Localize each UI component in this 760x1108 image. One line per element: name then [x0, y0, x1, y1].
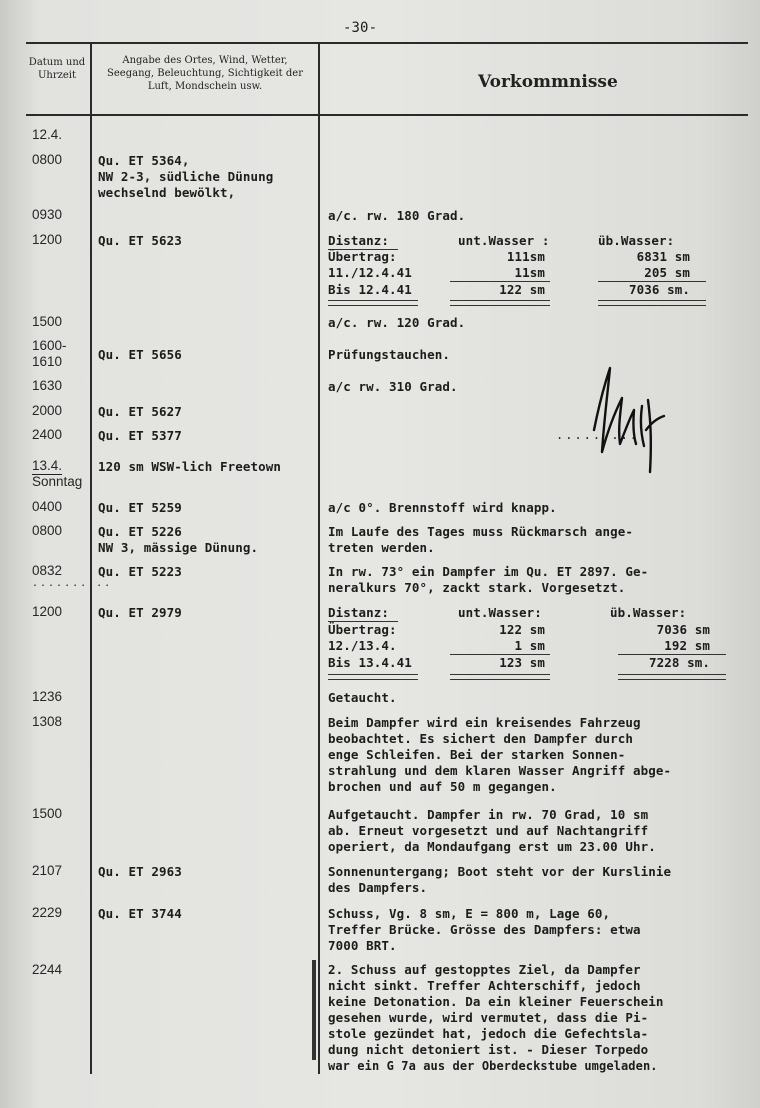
date-13-4-day: Sonntag — [32, 474, 83, 489]
loc-2107: Qu. ET 2963 — [98, 864, 182, 879]
text-2244-4: gesehen wurde, wird vermutet, dass die Pi- — [328, 1010, 649, 1025]
text-2107-2: des Dampfers. — [328, 880, 428, 895]
distanz-2-row2-a: 1 sm — [514, 638, 545, 653]
loc-0400: Qu. ET 5259 — [98, 500, 182, 515]
time-2244: 2244 — [32, 962, 63, 977]
column-divider-2 — [318, 44, 320, 1074]
header-ort: Angabe des Ortes, Wind, Wetter, Seegang, Beleuchtung, Sichtigkeit der Luft, Mondschein usw. — [107, 55, 303, 92]
text-1308-4: strahlung und dem klaren Wasser Angriff abge- — [328, 763, 672, 778]
text-2244-2: nicht sinkt. Treffer Achterschiff, jedoch — [328, 978, 641, 993]
time-1610: 1610 — [32, 354, 63, 369]
distanz-2-total-rule-a — [450, 674, 550, 680]
text-1308-2: beobachtet. Es sichert den Dampfer durch — [328, 731, 634, 746]
time-2000: 2000 — [32, 403, 63, 418]
distanz-1-row1-label: Übertrag: — [328, 249, 397, 264]
distanz-2-row3-a: 123 sm — [499, 655, 545, 670]
text-1236: Getaucht. — [328, 690, 397, 705]
distanz-1-row2-label: 11./12.4.41 — [328, 265, 412, 280]
loc-0800-a-3: wechselnd bewölkt, — [98, 185, 236, 200]
loc-0800-b-2: NW 3, mässige Dünung. — [98, 540, 259, 555]
distanz-1-total-rule-label — [328, 300, 418, 306]
time-2229: 2229 — [32, 905, 63, 920]
distanz-2-label: Distanz: — [328, 605, 390, 620]
text-1500-b-1: Aufgetaucht. Dampfer in rw. 70 Grad, 10 sm — [328, 807, 649, 822]
text-2244-5: stole gezündet hat, jedoch die Gefechtsla- — [328, 1026, 649, 1041]
text-0400: a/c 0°. Brennstoff wird knapp. — [328, 500, 557, 515]
date-12-4: 12.4. — [32, 127, 63, 142]
distanz-2-col-b: üb.Wasser: — [610, 605, 687, 620]
text-0832-2: neralkurs 70°, zackt stark. Vorgesetzt. — [328, 580, 626, 595]
text-2244-1: 2. Schuss auf gestopptes Ziel, da Dampfer — [328, 962, 641, 977]
distanz-2-total-rule-label — [328, 674, 418, 680]
text-0832-1: In rw. 73° ein Dampfer im Qu. ET 2897. Ge- — [328, 564, 649, 579]
time-0800-b: 0800 — [32, 523, 63, 538]
time-0930: 0930 — [32, 207, 63, 222]
text-0800-b-1: Im Laufe des Tages muss Rückmarsch ange- — [328, 524, 634, 539]
time-1236: 1236 — [32, 689, 63, 704]
distanz-1-label: Distanz: — [328, 233, 390, 248]
header-vorkommnisse: Vorkommnisse — [478, 72, 618, 92]
time-0800-a: 0800 — [32, 152, 63, 167]
time-1200-b: 1200 — [32, 604, 63, 619]
text-2107-1: Sonnenuntergang; Boot steht vor der Kurslinie — [328, 864, 672, 879]
time-1308: 1308 — [32, 714, 63, 729]
distanz-1-total-rule-a — [450, 300, 550, 306]
signature-dots: .......... — [556, 428, 649, 442]
distanz-1-col-a: unt.Wasser : — [458, 233, 550, 248]
time-0832: 0832 — [32, 563, 63, 578]
loc-2000: Qu. ET 5627 — [98, 404, 182, 419]
text-1500-b-2: ab. Erneut vorgesetzt und auf Nachtangriff — [328, 823, 649, 838]
time-1600: 1600- — [32, 338, 67, 353]
text-1500-a: a/c. rw. 120 Grad. — [328, 315, 466, 330]
distanz-1-row3-b: 7036 sm. — [628, 282, 690, 297]
text-2244-6: dung nicht detoniert ist. - Dieser Torpedo — [328, 1042, 649, 1057]
time-2400: 2400 — [32, 427, 63, 442]
time-1500-b: 1500 — [32, 806, 63, 821]
distanz-1-row1-b: 6831 sm — [636, 249, 690, 264]
time-0400: 0400 — [32, 499, 63, 514]
distanz-1-total-rule-b — [598, 300, 706, 306]
loc-0800-a-2: NW 2-3, südliche Dünung — [98, 169, 274, 184]
text-0930: a/c. rw. 180 Grad. — [328, 208, 466, 223]
text-1500-b-3: operiert, da Mondaufgang erst um 23.00 Uhr. — [328, 839, 656, 854]
text-2229-3: 7000 BRT. — [328, 938, 397, 953]
distanz-2-row3-b: 7228 sm. — [648, 655, 710, 670]
text-2244-7: war ein G 7a aus der Oberdeckstube umgeladen. — [328, 1059, 658, 1073]
loc-2400: Qu. ET 5377 — [98, 428, 182, 443]
loc-1200-a: Qu. ET 5623 — [98, 233, 182, 248]
loc-1600: Qu. ET 5656 — [98, 347, 182, 362]
top-rule — [26, 42, 748, 44]
distanz-2-row1-a: 122 sm — [499, 622, 545, 637]
loc-0800-b-1: Qu. ET 5226 — [98, 524, 182, 539]
column-divider-1 — [90, 44, 92, 1074]
header-datum: Datum und Uhrzeit — [28, 57, 86, 81]
loc-1200-b: Qu. ET 2979 — [98, 605, 182, 620]
distanz-2-row2-b: 192 sm — [664, 638, 710, 653]
loc-13-4: 120 sm WSW-lich Freetown — [98, 459, 282, 474]
date-13-4: 13.4. — [32, 458, 63, 473]
time-1200-a: 1200 — [32, 232, 63, 247]
handwritten-signature — [586, 360, 676, 480]
distanz-2-col-a: unt.Wasser: — [458, 605, 542, 620]
distanz-2-row1-label: Übertrag: — [328, 622, 397, 637]
text-1308-5: brochen und auf 50 m gegangen. — [328, 779, 557, 794]
dotted-rule-0832: .......... — [32, 578, 113, 589]
loc-2229: Qu. ET 3744 — [98, 906, 182, 921]
loc-0800-a-1: Qu. ET 5364, — [98, 153, 190, 168]
page-number: -30- — [343, 20, 378, 36]
distanz-2-row1-b: 7036 sm — [656, 622, 710, 637]
distanz-1-row1-a: 111sm — [506, 249, 545, 264]
distanz-2-total-rule-b — [618, 674, 726, 680]
text-1308-3: enge Schleifen. Bei der starken Sonnen- — [328, 747, 626, 762]
text-2229-2: Treffer Brücke. Grösse des Dampfers: etwa — [328, 922, 641, 937]
text-2229-1: Schuss, Vg. 8 sm, E = 800 m, Lage 60, — [328, 906, 611, 921]
text-1630: a/c rw. 310 Grad. — [328, 379, 458, 394]
loc-0832: Qu. ET 5223 — [98, 564, 182, 579]
time-1630: 1630 — [32, 378, 63, 393]
time-1500-a: 1500 — [32, 314, 63, 329]
text-1600: Prüfungstauchen. — [328, 347, 451, 362]
text-0800-b-2: treten werden. — [328, 540, 435, 555]
distanz-1-col-b: üb.Wasser: — [598, 233, 675, 248]
distanz-1-row3-a: 122 sm — [499, 282, 545, 297]
text-2244-3: keine Detonation. Da ein kleiner Feuerschein — [328, 994, 664, 1009]
margin-pencil-mark — [312, 960, 316, 1060]
time-2107: 2107 — [32, 863, 63, 878]
header-rule — [26, 114, 748, 116]
text-1308-1: Beim Dampfer wird ein kreisendes Fahrzeug — [328, 715, 641, 730]
distanz-1-row3-label: Bis 12.4.41 — [328, 282, 412, 297]
distanz-1-row2-a: 11sm — [514, 265, 545, 280]
distanz-2-row2-label: 12./13.4. — [328, 638, 397, 653]
distanz-2-row3-label: Bis 13.4.41 — [328, 655, 412, 670]
distanz-1-row2-b: 205 sm — [644, 265, 690, 280]
